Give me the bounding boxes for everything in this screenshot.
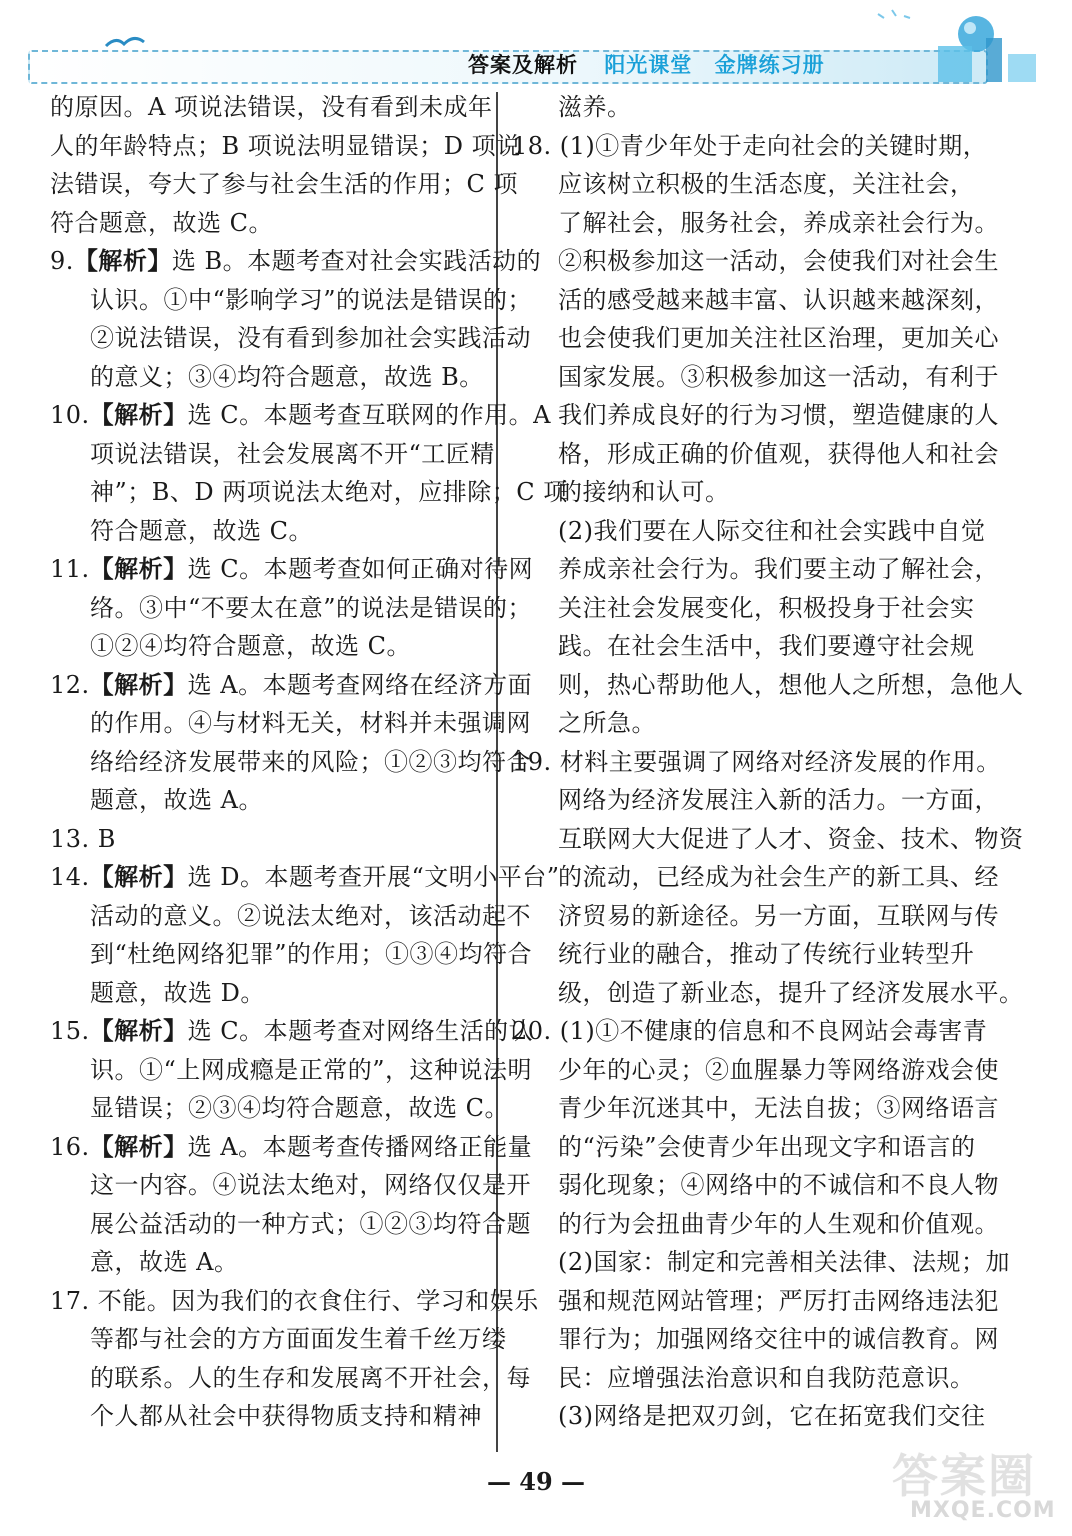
- text-line: 国家发展。③积极参加这一活动，有利于: [558, 362, 999, 391]
- header-title-series: 阳光课堂: [604, 53, 693, 77]
- text-line: 了解社会，服务社会，养成亲社会行为。: [558, 208, 999, 237]
- globe-decoration-icon: [858, 8, 1058, 88]
- text-line: 滋养。: [558, 93, 632, 121]
- text-line: 17. 不能。因为我们的衣食住行、学习和娱乐: [50, 1286, 539, 1315]
- text-line: 显错误；②③④均符合题意，故选 C。: [90, 1094, 509, 1122]
- text-line: 级，创造了新业态，提升了经济发展水平。: [558, 978, 1024, 1007]
- text-line: 14.【解析】选 D。本题考查开展“文明小平台”: [50, 862, 560, 891]
- text-line: 济贸易的新途径。另一方面，互联网与传: [558, 901, 999, 930]
- text-line: 题意，故选 D。: [90, 978, 265, 1007]
- text-line: 符合题意，故选 C。: [90, 516, 313, 545]
- text-line: 强和规范网站管理；严厉打击网络违法犯: [558, 1286, 999, 1315]
- text-line: 格，形成正确的价值观，获得他人和社会: [558, 439, 999, 468]
- text-line: 也会使我们更加关注社区治理，更加关心: [558, 324, 999, 352]
- text-line: 关注社会发展变化，积极投身于社会实: [558, 593, 975, 622]
- text-line: 我们养成良好的行为习惯，塑造健康的人: [558, 401, 999, 429]
- page-header: [28, 8, 1058, 86]
- text-line: 的意义；③④均符合题意，故选 B。: [90, 362, 484, 391]
- text-line: ②说法错误，没有看到参加社会实践活动: [90, 324, 531, 352]
- text-line: 题意，故选 A。: [90, 786, 263, 814]
- text-line: ①②④均符合题意，故选 C。: [90, 632, 411, 660]
- text-line: 的流动，已经成为社会生产的新工具、经: [558, 863, 999, 891]
- text-line: 的原因。A 项说法错误，没有看到未成年: [50, 93, 493, 121]
- text-line: 人的年龄特点；B 项说法明显错误；D 项说: [50, 131, 521, 160]
- text-line: 网络为经济发展注入新的活力。一方面，: [558, 786, 999, 814]
- header-title: [468, 48, 825, 82]
- text-line: 络。③中“不要太在意”的说法是错误的；: [90, 593, 533, 622]
- text-line: 的接纳和认可。: [558, 478, 730, 506]
- analysis-marker: 【解析】: [73, 246, 172, 275]
- text-line: 弱化现象；④网络中的不诚信和不良人物: [558, 1171, 999, 1199]
- text-line: 识。①“上网成瘾是正常的”，这种说法明: [90, 1055, 533, 1084]
- watermark-logo: [880, 1440, 1060, 1530]
- analysis-marker: 【解析】: [89, 862, 188, 891]
- left-column: [50, 88, 568, 1436]
- text-line: 这一内容。④说法太绝对，网络仅仅是开: [90, 1171, 531, 1199]
- text-line: 养成亲社会行为。我们要主动了解社会，: [558, 555, 999, 583]
- analysis-marker: 【解析】: [89, 400, 188, 429]
- text-line: ②积极参加这一活动，会使我们对社会生: [558, 247, 999, 275]
- watermark-url: MXQE.COM: [910, 1498, 1056, 1523]
- text-line: 青少年沉迷其中，无法自拔；③网络语言: [558, 1094, 999, 1122]
- text-line: 神”；B、D 两项说法太绝对，应排除；C 项: [90, 478, 568, 506]
- text-line: 等都与社会的方方面面发生着千丝万缕: [90, 1325, 507, 1353]
- text-line: 项说法错误，社会发展离不开“工匠精: [90, 439, 495, 468]
- analysis-marker: 【解析】: [89, 669, 188, 699]
- watermark-text: 答案圈: [892, 1449, 1036, 1503]
- text-line: 活动的意义。②说法太绝对，该活动起不: [90, 901, 531, 930]
- text-line: 20. (1)①不健康的信息和不良网站会毒害青: [512, 1017, 988, 1045]
- text-line: 16.【解析】选 A。本题考查传播网络正能量: [50, 1131, 533, 1161]
- text-line: 少年的心灵；②血腥暴力等网络游戏会使: [558, 1055, 999, 1084]
- text-line: 应该树立积极的生活态度，关注社会，: [558, 170, 975, 198]
- text-line: (3)网络是把双刃剑，它在拓宽我们交往: [558, 1402, 986, 1430]
- text-line: 19. 材料主要强调了网络对经济发展的作用。: [512, 747, 1001, 776]
- text-line: 的行为会扭曲青少年的人生观和价值观。: [558, 1209, 999, 1238]
- text-line: 互联网大大促进了人才、资金、技术、物资: [558, 824, 1024, 853]
- text-line: 的“污染”会使青少年出现文字和语言的: [558, 1132, 976, 1161]
- text-line: 意，故选 A。: [90, 1248, 239, 1276]
- text-line: 到“杜绝网络犯罪”的作用；①③④均符合: [90, 940, 533, 968]
- text-line: (2)我们要在人际交往和社会实践中自觉: [558, 516, 986, 545]
- text-line: 践。在社会生活中，我们要遵守社会规: [558, 632, 975, 660]
- text-line: 13. B: [50, 824, 116, 853]
- text-line: 络给经济发展带来的风险；①②③均符合: [90, 747, 531, 776]
- text-line: 的联系。人的生存和发展离不开社会，每: [90, 1363, 531, 1392]
- text-line: 罪行为；加强网络交往中的诚信教育。网: [558, 1325, 999, 1353]
- text-line: 展公益活动的一种方式；①②③均符合题: [90, 1209, 531, 1238]
- text-line: 活的感受越来越丰富、认识越来越深刻，: [558, 285, 999, 314]
- text-line: 11.【解析】选 C。本题考查如何正确对待网: [50, 554, 534, 583]
- text-line: 认识。①中“影响学习”的说法是错误的；: [90, 285, 533, 314]
- text-line: 个人都从社会中获得物质支持和精神: [90, 1402, 482, 1430]
- analysis-marker: 【解析】: [89, 1131, 188, 1161]
- text-line: 的作用。④与材料无关，材料并未强调网: [90, 709, 531, 737]
- header-title-answers: 答案及解析: [468, 53, 578, 77]
- text-line: 民：应增强法治意识和自我防范意识。: [558, 1363, 975, 1392]
- text-line: 则，热心帮助他人，想他人之所想，急他人: [558, 670, 1024, 699]
- text-line: 15.【解析】选 C。本题考查对网络生活的认: [50, 1016, 534, 1045]
- text-line: 统行业的融合，推动了传统行业转型升: [558, 940, 975, 968]
- text-line: 10.【解析】选 C。本题考查互联网的作用。A: [50, 400, 551, 429]
- text-line: 12.【解析】选 A。本题考查网络在经济方面: [50, 669, 533, 699]
- header-title-book: 金牌练习册: [714, 53, 825, 77]
- text-line: 法错误，夸大了参与社会生活的作用；C 项: [50, 170, 518, 198]
- text-line: 9.【解析】选 B。本题考查对社会实践活动的: [50, 246, 542, 275]
- analysis-marker: 【解析】: [89, 554, 188, 583]
- page-number: — 49 —: [486, 1467, 586, 1496]
- text-line: (2)国家：制定和完善相关法律、法规；加: [558, 1248, 1010, 1276]
- analysis-marker: 【解析】: [89, 1016, 188, 1045]
- text-line: 之所急。: [558, 709, 656, 737]
- text-line: 符合题意，故选 C。: [50, 208, 273, 237]
- right-column: [512, 88, 1024, 1436]
- text-line: 18. (1)①青少年处于走向社会的关键时期，: [512, 131, 988, 160]
